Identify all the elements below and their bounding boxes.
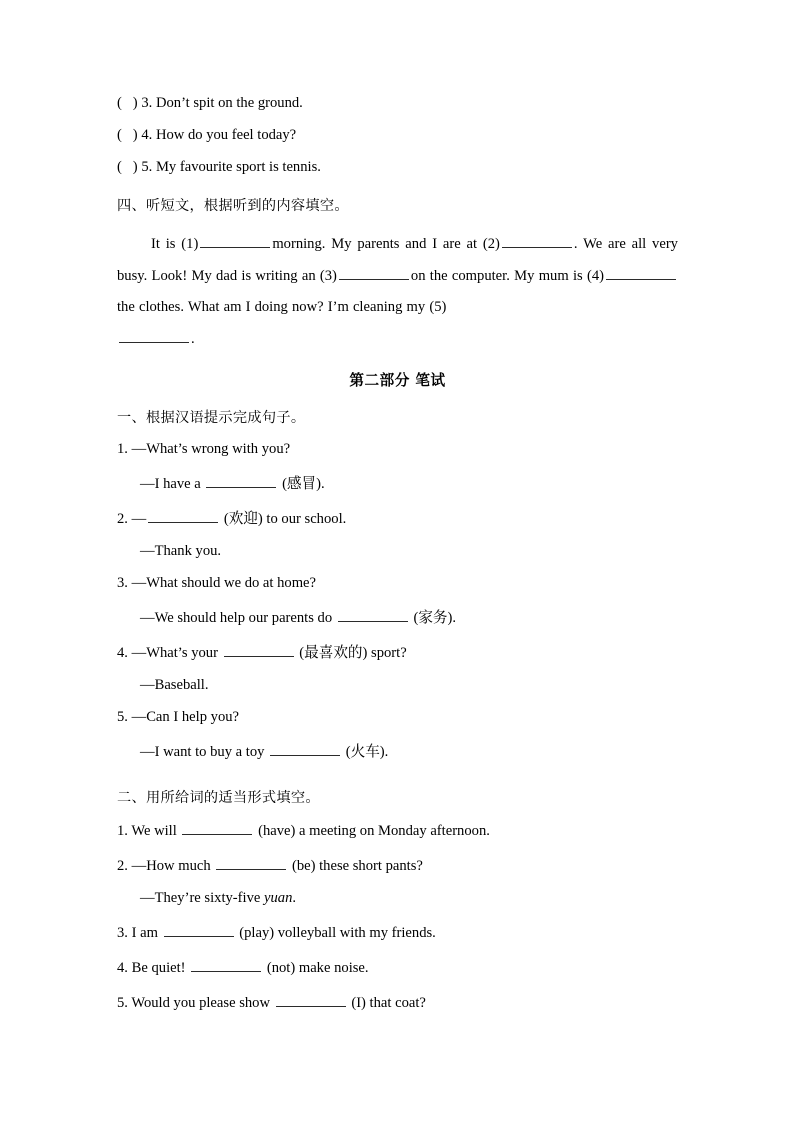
list-item (117, 160, 678, 175)
passage-seg-1: It is (1) (151, 236, 199, 253)
page-content (117, 96, 678, 1028)
section-two-heading: 二、用所给词的适当形式填空。 (117, 789, 320, 806)
item-answer-suffix: (感冒). (282, 475, 325, 492)
item-number: 3. (117, 924, 128, 941)
passage-blank-2[interactable] (502, 235, 572, 249)
answer-blank[interactable] (206, 474, 276, 488)
answer-blank[interactable] (338, 608, 408, 622)
item-text: My favourite sport is tennis. (155, 159, 321, 176)
item-prompt-suffix: (欢迎) to our school. (223, 510, 347, 527)
item-number: 2. (117, 510, 128, 527)
item-number: 3. (141, 95, 153, 111)
item-prompt-suffix: (最喜欢的) sport? (299, 644, 407, 661)
item-prefix: Be quiet! (131, 959, 186, 976)
answer-blank[interactable] (216, 856, 286, 870)
item-reply-suffix: . (292, 889, 297, 906)
item-text: How do you feel today? (155, 127, 297, 144)
answer-blank[interactable] (276, 993, 346, 1007)
item-prefix: Would you please show (131, 994, 271, 1011)
item-answer-prefix: —Baseball. (140, 676, 209, 693)
item-prompt: —What should we do at home? (131, 574, 317, 591)
item-prefix: I am (131, 924, 158, 941)
list-item (117, 96, 678, 111)
item-prompt: —What’s wrong with you? (131, 440, 291, 457)
answer-blank[interactable] (224, 643, 294, 657)
passage-seg-4: on the computer. My mum is (4) (410, 267, 604, 284)
passage-seg-5: the clothes. What am I doing now? I’m cleaning my (5) (117, 299, 447, 316)
item-answer-prefix: —I have a (140, 475, 201, 492)
list-item (117, 474, 678, 491)
list-item (117, 856, 678, 873)
item-suffix: (not) make noise. (266, 959, 369, 976)
item-text: Don’t spit on the ground. (155, 95, 303, 111)
item-answer-suffix: (家务). (413, 609, 457, 626)
answer-blank[interactable] (270, 742, 340, 756)
answer-blank[interactable] (164, 923, 234, 937)
item-prefix: —How much (131, 857, 211, 874)
item-answer-prefix: —We should help our parents do (140, 609, 333, 626)
passage-blank-4[interactable] (606, 266, 676, 280)
item-reply-italic: yuan (264, 889, 293, 906)
item-number: 5. (117, 994, 128, 1011)
item-answer-prefix: —I want to buy a toy (140, 743, 265, 760)
item-number: 4. (117, 959, 128, 976)
item-number: 4. (117, 644, 128, 661)
passage-blank-1[interactable] (200, 235, 270, 249)
item-number: 2. (117, 857, 128, 874)
list-item (117, 993, 678, 1010)
item-number: 1. (117, 440, 128, 457)
list-item (117, 958, 678, 975)
section-two-items (117, 821, 678, 1010)
list-item (117, 128, 678, 143)
passage-blank-5[interactable] (119, 329, 189, 343)
item-number: 5. (141, 159, 153, 176)
list-item (117, 710, 678, 725)
item-prefix: We will (131, 822, 177, 839)
list-item (117, 923, 678, 940)
passage-seg-3: . We are all very busy. Look! My dad is writing an (3) (117, 236, 678, 284)
tf-checkbox[interactable]: ( ) (117, 159, 138, 176)
item-answer-prefix: —Thank you. (140, 542, 222, 559)
item-prompt: —Can I help you? (131, 708, 240, 725)
listening-section-heading: 四、听短文，根据听到的内容填空。 (117, 198, 349, 215)
list-item (117, 891, 678, 906)
item-number: 1. (117, 822, 128, 839)
item-reply-prefix: —They’re sixty-five (140, 889, 265, 906)
list-item (117, 576, 678, 591)
item-answer-suffix: (火车). (345, 743, 389, 760)
list-item (117, 442, 678, 457)
list-item (117, 544, 678, 559)
item-number: 3. (117, 574, 128, 591)
passage-blank-3[interactable] (339, 266, 409, 280)
answer-blank[interactable] (148, 509, 218, 523)
section-one-items (117, 442, 678, 760)
section-one-heading: 一、根据汉语提示完成句子。 (117, 410, 306, 427)
part-two-title: 第二部分 笔试 (349, 372, 446, 390)
item-prompt: —What’s your (131, 644, 218, 661)
list-item (117, 509, 678, 526)
list-item (117, 678, 678, 693)
item-suffix: (be) these short pants? (291, 857, 423, 874)
passage-seg-6: . (191, 330, 195, 347)
item-number: 4. (141, 127, 153, 144)
answer-blank[interactable] (191, 958, 261, 972)
list-item (117, 608, 678, 625)
listening-passage (117, 229, 678, 355)
list-item (117, 742, 678, 759)
item-suffix: (I) that coat? (351, 994, 426, 1011)
list-item (117, 643, 678, 660)
tf-checkbox[interactable]: ( ) (117, 127, 138, 144)
item-number: 5. (117, 708, 128, 725)
tf-checkbox[interactable]: ( ) (117, 95, 138, 111)
list-item (117, 821, 678, 838)
answer-blank[interactable] (182, 821, 252, 835)
listening-tf-list (117, 96, 678, 175)
item-prompt: — (131, 510, 147, 527)
passage-seg-2: morning. My parents and I are at (2) (272, 236, 500, 253)
item-suffix: (have) a meeting on Monday afternoon. (258, 822, 490, 839)
item-suffix: (play) volleyball with my friends. (239, 924, 436, 941)
